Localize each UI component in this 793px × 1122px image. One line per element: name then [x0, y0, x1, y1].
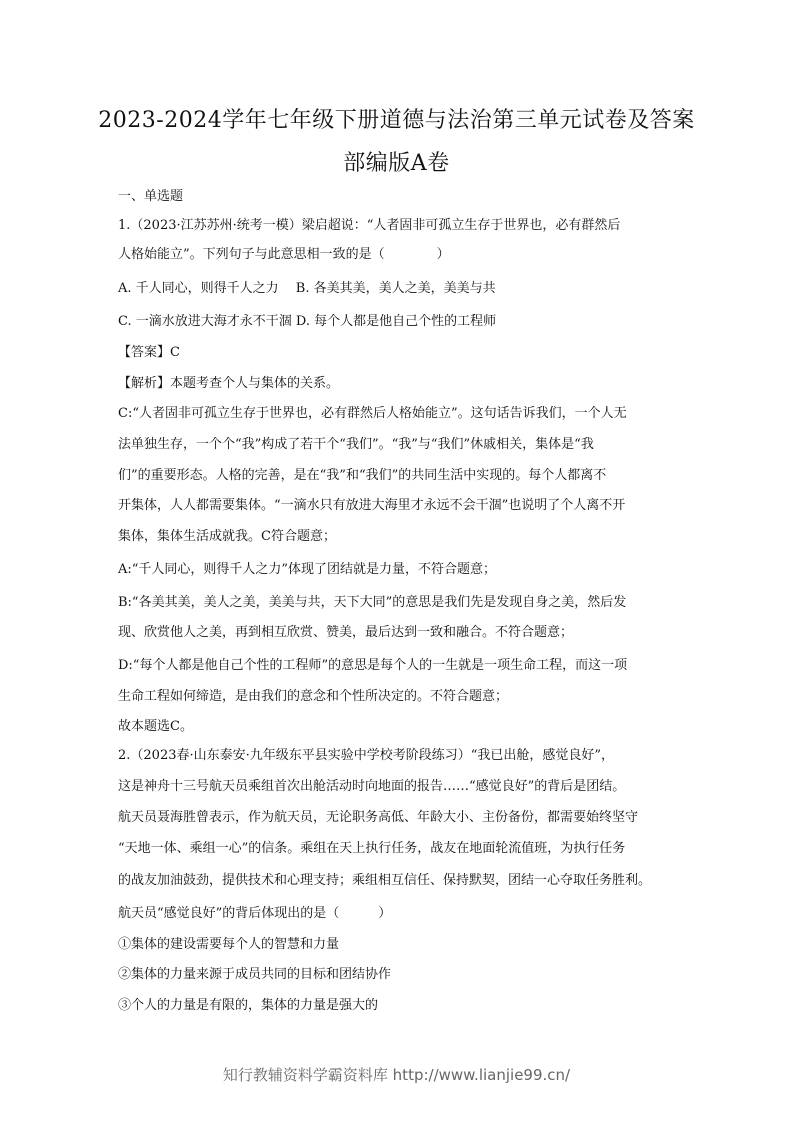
- question-2-statement-1: ①集体的建设需要每个人的智慧和力量: [118, 937, 340, 952]
- analysis-text: 集体，集体生活成就我。C符合题意；: [118, 529, 336, 544]
- question-2-statement-2: ②集体的力量来源于成员共同的目标和团结协作: [118, 967, 392, 982]
- analysis-text: 法单独生存，一个个“我”构成了若干个“我们”。“我”与“我们”休戚相关，集体是“我: [118, 437, 594, 452]
- analysis-conclusion: 故本题选C。: [118, 719, 193, 734]
- question-2-stem: 的战友加油鼓劲，提供技术和心理支持；乘组相互信任、保持默契，团结一心夺取任务胜利。: [118, 873, 652, 888]
- question-1-stem: 1.（2023·江苏苏州·统考一模）梁启超说：“人者固非可孤立生存于世界也，必有群然后: [118, 218, 621, 233]
- analysis-label: 【解析】本题考查个人与集体的关系。: [118, 376, 340, 391]
- question-1-options-ab: A. 千人同心，则得千人之力 B. 各美其美，美人之美，美美与共: [118, 281, 496, 296]
- footer-watermark: 知行教辅资料学霸资料库 http://www.lianjie99.cn/: [222, 1066, 571, 1084]
- page-title: 2023-2024学年七年级下册道德与法治第三单元试卷及答案: [98, 108, 695, 133]
- question-1-options-cd: C. 一滴水放进大海才永不干涸 D. 每个人都是他自己个性的工程师: [118, 314, 497, 329]
- question-2-stem: 航天员聂海胜曾表示，作为航天员，无论职务高低、年龄大小、主份备份，都需要始终坚守: [118, 810, 639, 825]
- question-2-stem: 这是神舟十三号航天员乘组首次出舱活动时向地面的报告……“感觉良好”的背后是团结。: [118, 779, 626, 794]
- analysis-option-b-cont: 现、欣赏他人之美，再到相互欣赏、赞美，最后达到一致和融合。不符合题意；: [118, 625, 574, 640]
- question-2-prompt: 航天员“感觉良好”的背后体现出的是（ ）: [118, 906, 392, 921]
- section-heading: 一、单选题: [118, 189, 184, 204]
- question-2-statement-3: ③个人的力量是有限的，集体的力量是强大的: [118, 998, 379, 1013]
- question-2-stem: 2.（2023春·山东泰安·九年级东平县实验中学校考阶段练习）“我已出舱，感觉良好”，: [118, 748, 615, 763]
- analysis-text: 们”的重要形态。人格的完善，是在“我”和“我们”的共同生活中实现的。每个人都离不: [118, 468, 607, 483]
- analysis-option-d: D:“每个人都是他自己个性的工程师”的意思是每个人的一生就是一项生命工程，而这一项: [118, 658, 628, 673]
- analysis-option-d-cont: 生命工程如何缔造，是由我们的意念和个性所决定的。不符合题意；: [118, 689, 509, 704]
- page-subtitle: 部编版A卷: [343, 151, 450, 176]
- question-2-stem: “天地一体、乘组一心”的信条。乘组在天上执行任务，战友在地面轮流值班，为执行任务: [118, 841, 626, 856]
- analysis-text: C:“人者固非可孤立生存于世界也，必有群然后人格始能立”。这句话告诉我们，一个人无: [118, 406, 627, 421]
- analysis-option-a: A:“千人同心，则得千人之力”体现了团结就是力量，不符合题意；: [118, 562, 497, 577]
- analysis-text: 开集体，人人都需要集体。“一滴水只有放进大海里才永远不会干涸”也说明了个人离不开: [118, 498, 626, 513]
- question-1-stem-cont: 人格始能立”。下列句子与此意思相一致的是（ ）: [118, 247, 450, 262]
- answer-label: 【答案】C: [118, 345, 180, 360]
- analysis-option-b: B:“各美其美，美人之美，美美与共，天下大同”的意思是我们先是发现自身之美，然后发: [118, 595, 627, 610]
